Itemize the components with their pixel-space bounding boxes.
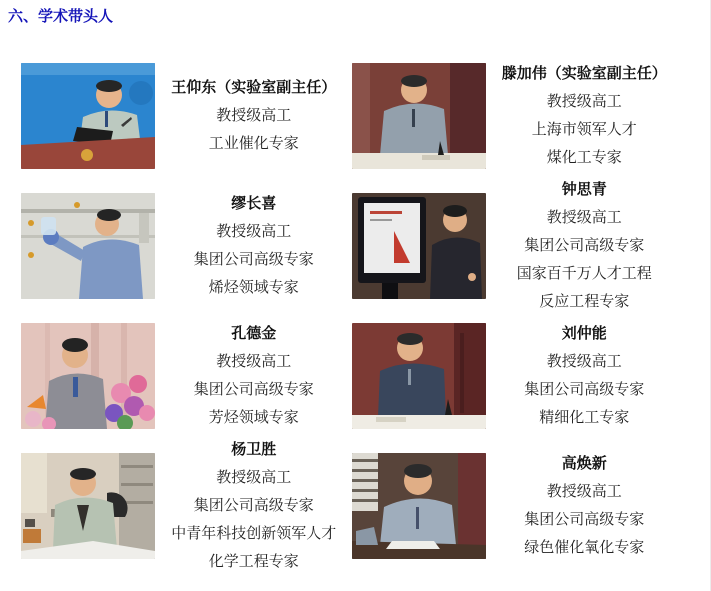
leader-card-kong-dejin xyxy=(21,320,340,432)
leader-title: 煤化工专家 xyxy=(546,149,622,166)
leader-card-wang-yangdong xyxy=(21,60,340,172)
leader-name: 刘仲能 xyxy=(561,325,607,342)
portrait-photo-gao-huanxin xyxy=(352,453,486,559)
leader-name: 孔德金 xyxy=(231,325,277,342)
leader-info xyxy=(499,176,671,316)
leader-card-yang-weisheng xyxy=(21,436,340,576)
portrait-illustration-podium xyxy=(21,63,155,169)
leader-title: 教授级高工 xyxy=(546,483,622,500)
leaders-grid xyxy=(21,60,670,576)
leader-title: 教授级高工 xyxy=(546,93,622,110)
portrait-illustration-laboratory xyxy=(21,193,155,299)
portrait-illustration-meeting xyxy=(352,63,486,169)
leader-name: 高焕新 xyxy=(561,455,607,472)
leader-title: 工业催化专家 xyxy=(208,135,299,152)
leader-title: 教授级高工 xyxy=(216,353,292,370)
portrait-illustration-office xyxy=(21,453,155,559)
portrait-photo-liu-zhongneng xyxy=(352,323,486,429)
leader-title: 烯烃领域专家 xyxy=(208,279,299,296)
portrait-photo-wang-yangdong xyxy=(21,63,155,169)
leader-info xyxy=(499,450,671,562)
portrait-photo-yang-weisheng xyxy=(21,453,155,559)
leader-card-teng-jiawei xyxy=(352,60,671,172)
portrait-illustration-flowers xyxy=(21,323,155,429)
leader-title: 集团公司高级专家 xyxy=(193,497,314,514)
leader-title: 精细化工专家 xyxy=(539,409,630,426)
leader-title: 集团公司高级专家 xyxy=(193,251,314,268)
leader-card-gao-huanxin xyxy=(352,436,671,576)
leader-title: 反应工程专家 xyxy=(539,293,630,310)
leader-title: 教授级高工 xyxy=(546,353,622,370)
leader-title: 集团公司高级专家 xyxy=(524,511,645,528)
leader-title: 上海市领军人才 xyxy=(531,121,637,138)
leader-info xyxy=(168,320,340,432)
leader-title: 教授级高工 xyxy=(216,469,292,486)
leader-title: 集团公司高级专家 xyxy=(193,381,314,398)
page-title: 六、学术带头人 xyxy=(8,8,114,25)
portrait-illustration-presentation xyxy=(352,193,486,299)
leader-info xyxy=(499,320,671,432)
portrait-illustration-conference xyxy=(352,453,486,559)
leader-title: 教授级高工 xyxy=(216,107,292,124)
leader-info xyxy=(499,60,671,172)
leader-name: 王仰东（实验室副主任） xyxy=(171,79,337,96)
leader-card-zhong-siqing xyxy=(352,176,671,316)
portrait-illustration-meeting-2 xyxy=(352,323,486,429)
leader-title: 国家百千万人才工程 xyxy=(516,265,652,282)
leader-info xyxy=(168,436,340,576)
leader-name: 缪长喜 xyxy=(231,195,277,212)
leader-title: 教授级高工 xyxy=(216,223,292,240)
leader-name: 滕加伟（实验室副主任） xyxy=(501,65,667,82)
leader-name: 杨卫胜 xyxy=(231,441,277,458)
leader-title: 集团公司高级专家 xyxy=(524,381,645,398)
leader-card-liu-zhongneng xyxy=(352,320,671,432)
portrait-photo-kong-dejin xyxy=(21,323,155,429)
leader-title: 化学工程专家 xyxy=(208,553,299,570)
leader-title: 芳烃领域专家 xyxy=(208,409,299,426)
portrait-photo-teng-jiawei xyxy=(352,63,486,169)
leader-info xyxy=(168,190,340,302)
leader-title: 绿色催化氧化专家 xyxy=(524,539,645,556)
leader-name: 钟思青 xyxy=(561,181,607,198)
leader-info xyxy=(168,74,340,158)
leader-title: 中青年科技创新领军人才 xyxy=(171,525,337,542)
portrait-photo-zhong-siqing xyxy=(352,193,486,299)
leader-title: 集团公司高级专家 xyxy=(524,237,645,254)
portrait-photo-miao-changxi xyxy=(21,193,155,299)
leader-title: 教授级高工 xyxy=(546,209,622,226)
leader-card-miao-changxi xyxy=(21,176,340,316)
